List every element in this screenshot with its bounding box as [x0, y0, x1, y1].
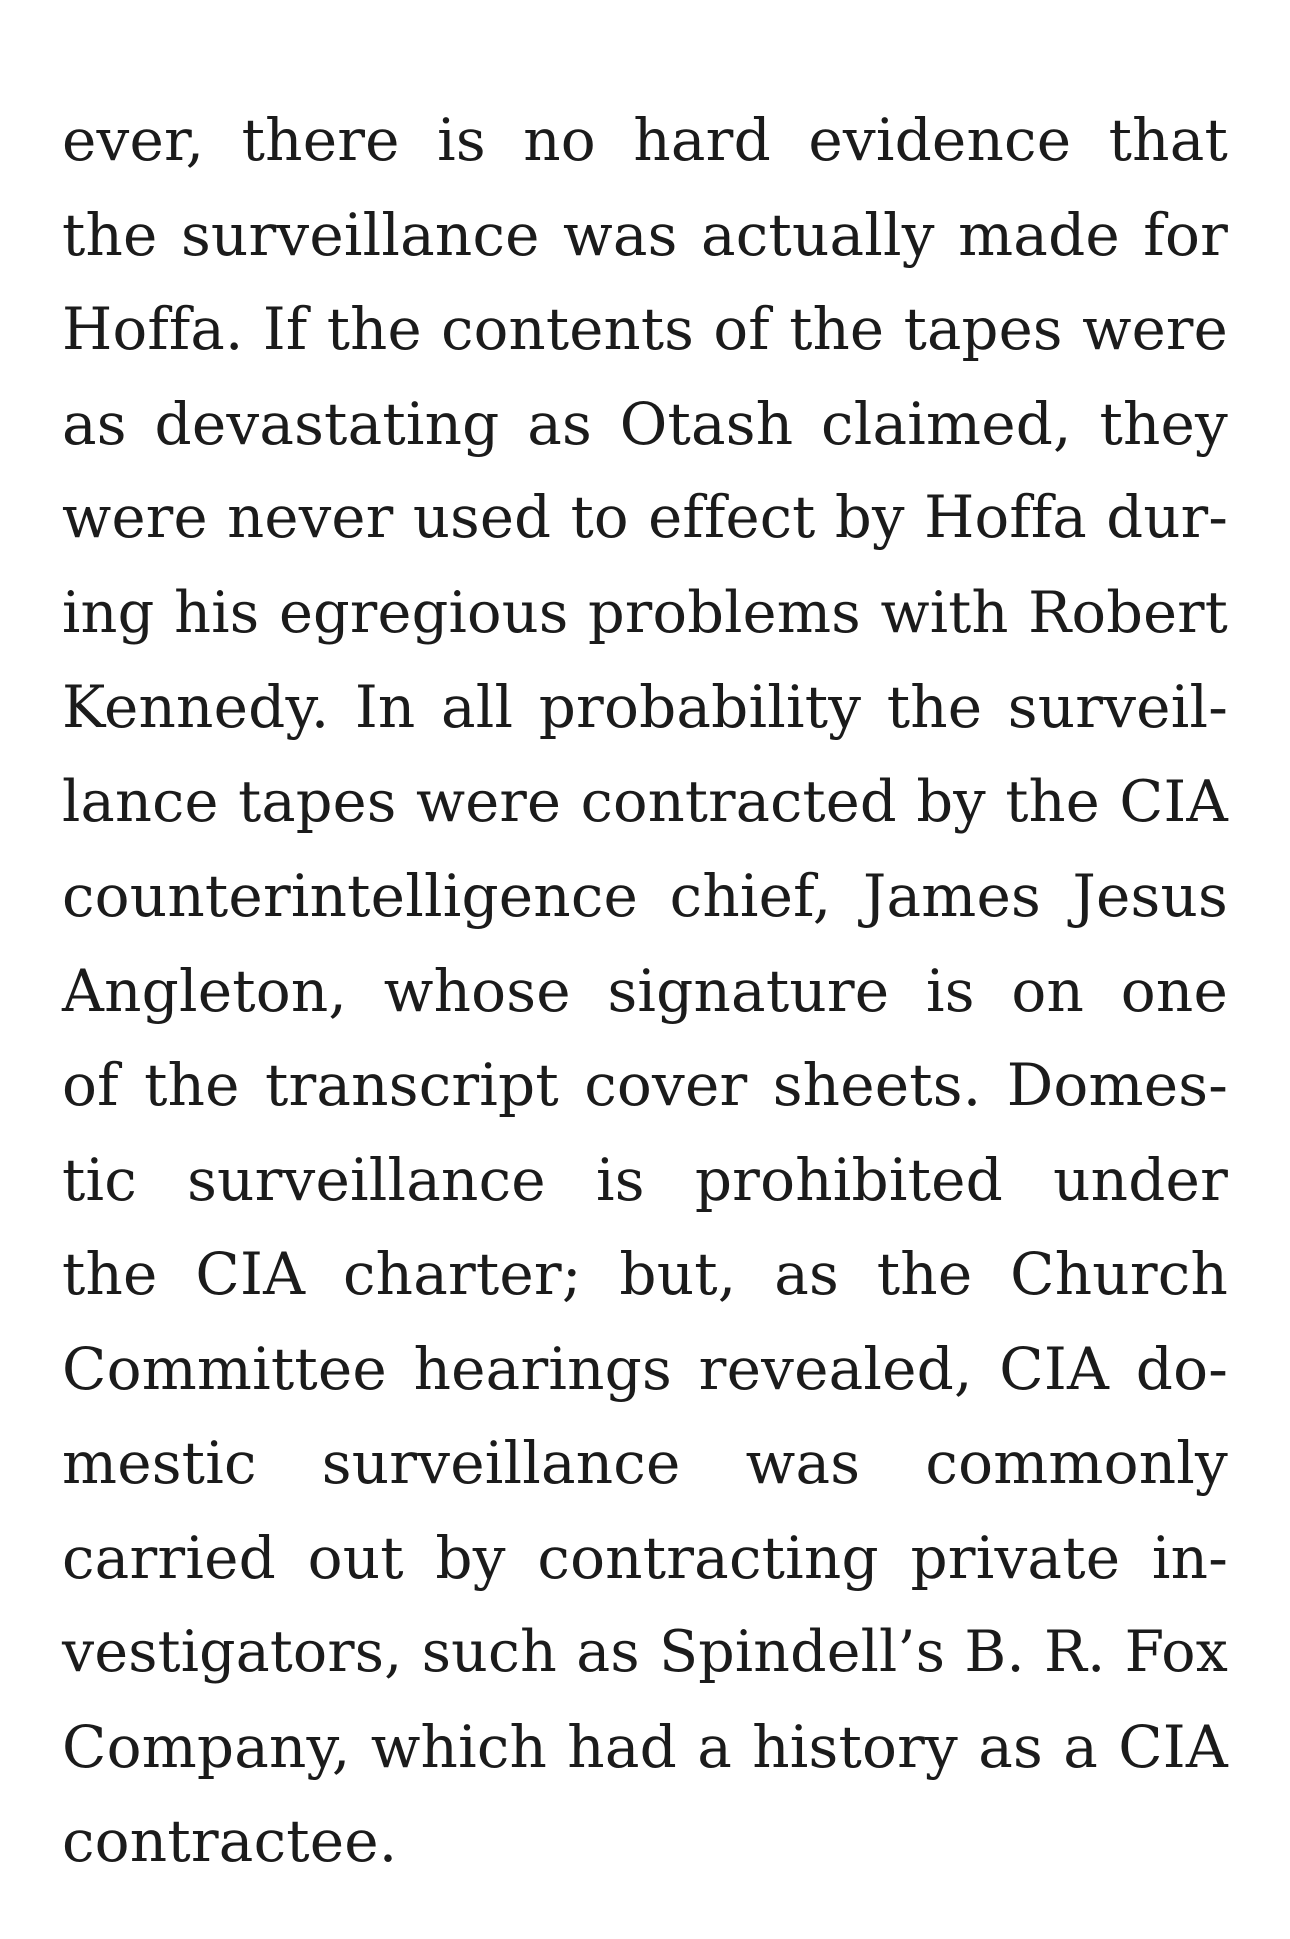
- text-line: mestic surveillance was commonly: [62, 1429, 1228, 1497]
- text-line: Committee hearings revealed, CIA do-: [62, 1334, 1228, 1403]
- text-line: the surveillance was actually made for: [62, 200, 1228, 269]
- text-line: as devastating as Otash claimed, they: [62, 389, 1228, 458]
- text-line: vestigators, such as Spindell’s B. R. Fox: [62, 1619, 1228, 1685]
- body-paragraph: [62, 93, 1228, 1889]
- text-line: ing his egregious problems with Robert: [62, 578, 1228, 646]
- text-line: the CIA charter; but, as the Church: [62, 1240, 1228, 1308]
- text-line: were never used to effect by Hoffa dur-: [62, 484, 1228, 551]
- text-line: Kennedy. In all probability the surveil-: [62, 673, 1228, 741]
- text-line: of the transcript cover sheets. Domes-: [62, 1051, 1228, 1119]
- text-line: tic surveillance is prohibited under: [62, 1145, 1228, 1214]
- text-line: Hoffa. If the contents of the tapes were: [62, 295, 1228, 363]
- text-line: carried out by contracting private in-: [62, 1523, 1228, 1592]
- text-line: lance tapes were contracted by the CIA: [62, 767, 1228, 835]
- text-line: Angleton, whose signature is on one: [62, 956, 1228, 1025]
- text-line-last: contractee.: [62, 1807, 398, 1875]
- text-line: counterintelligence chief, James Jesus: [62, 862, 1228, 930]
- text-line: Company, which had a history as a CIA: [62, 1712, 1228, 1781]
- text-line: ever, there is no hard evidence that: [62, 106, 1228, 174]
